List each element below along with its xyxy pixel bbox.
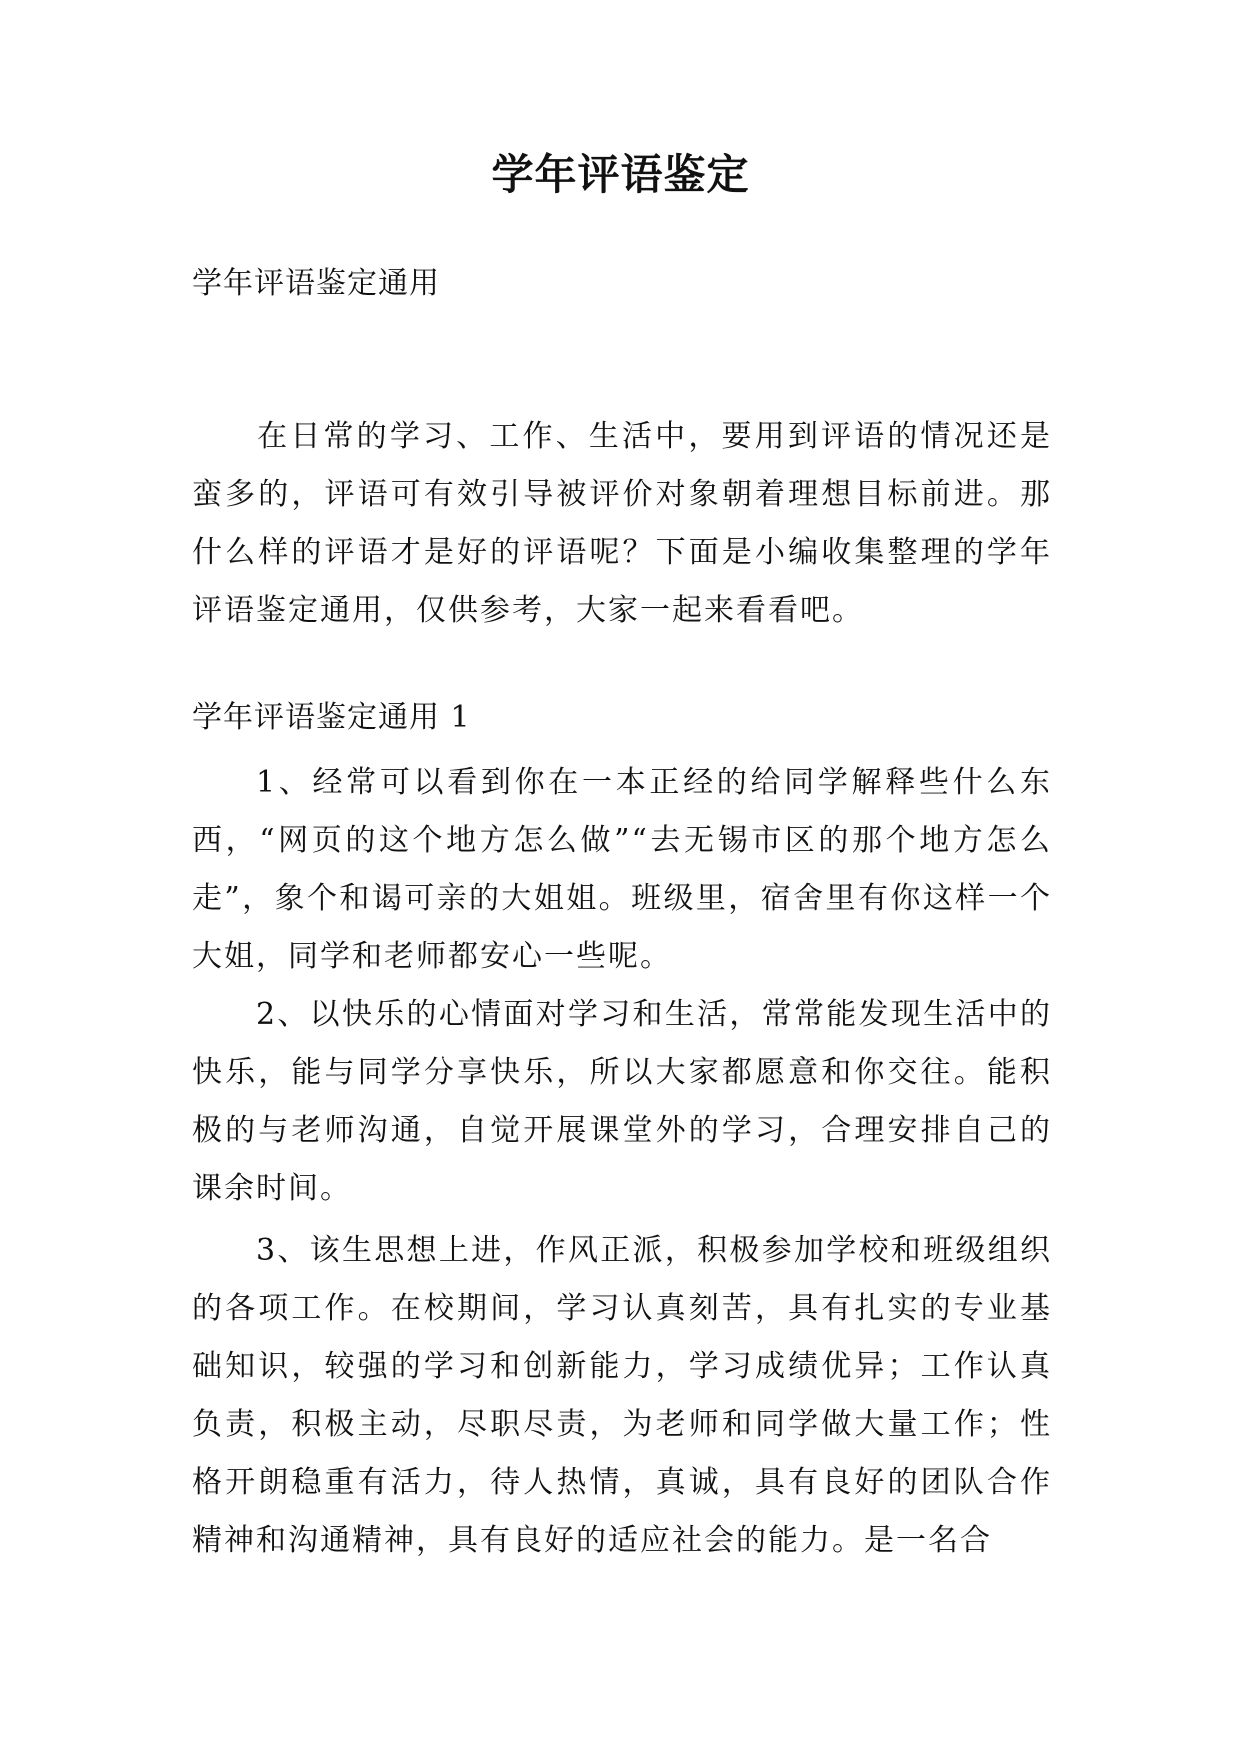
document-title: 学年评语鉴定 — [491, 150, 750, 199]
list-item — [192, 1222, 1052, 1570]
list-item-text: 2、以快乐的心情面对学习和生活，常常能发现生活中的快乐，能与同学分享快乐，所以大家都愿意和你交往。能积极的与老师沟通，自觉开展课堂外的学习，合理安排自己的课余时间。 — [192, 997, 1052, 1206]
list-item — [192, 986, 1052, 1218]
list-item-text: 3、该生思想上进，作风正派，积极参加学校和班级组织的各项工作。在校期间，学习认真刻苦，具有扎实的专业基础知识，较强的学习和创新能力，学习成绩优异；工作认真负责，积极主动，尽职尽责，为老师和同学做大量工作；性格开朗稳重有活力，待人热情，真诚，具有良好的团队合作精神和沟通精神，具有良好的适应社会的能力。是一名合 — [192, 1233, 1052, 1558]
list-item-text: 1、经常可以看到你在一本正经的给同学解释些什么东西，“网页的这个地方怎么做”“去无锡市区的那个地方怎么走”，象个和谒可亲的大姐姐。班级里，宿舍里有你这样一个大姐，同学和老师都安心一些呢。 — [192, 765, 1052, 974]
section-heading: 学年评语鉴定通用 1 — [192, 700, 471, 735]
document-subtitle: 学年评语鉴定通用 — [192, 266, 440, 301]
intro-text: 在日常的学习、工作、生活中，要用到评语的情况还是蛮多的，评语可有效引导被评价对象朝着理想目标前进。那什么样的评语才是好的评语呢？下面是小编收集整理的学年评语鉴定通用，仅供参考，大家一起来看看吧。 — [192, 419, 1052, 628]
intro-paragraph — [192, 408, 1052, 640]
list-item — [192, 754, 1052, 986]
